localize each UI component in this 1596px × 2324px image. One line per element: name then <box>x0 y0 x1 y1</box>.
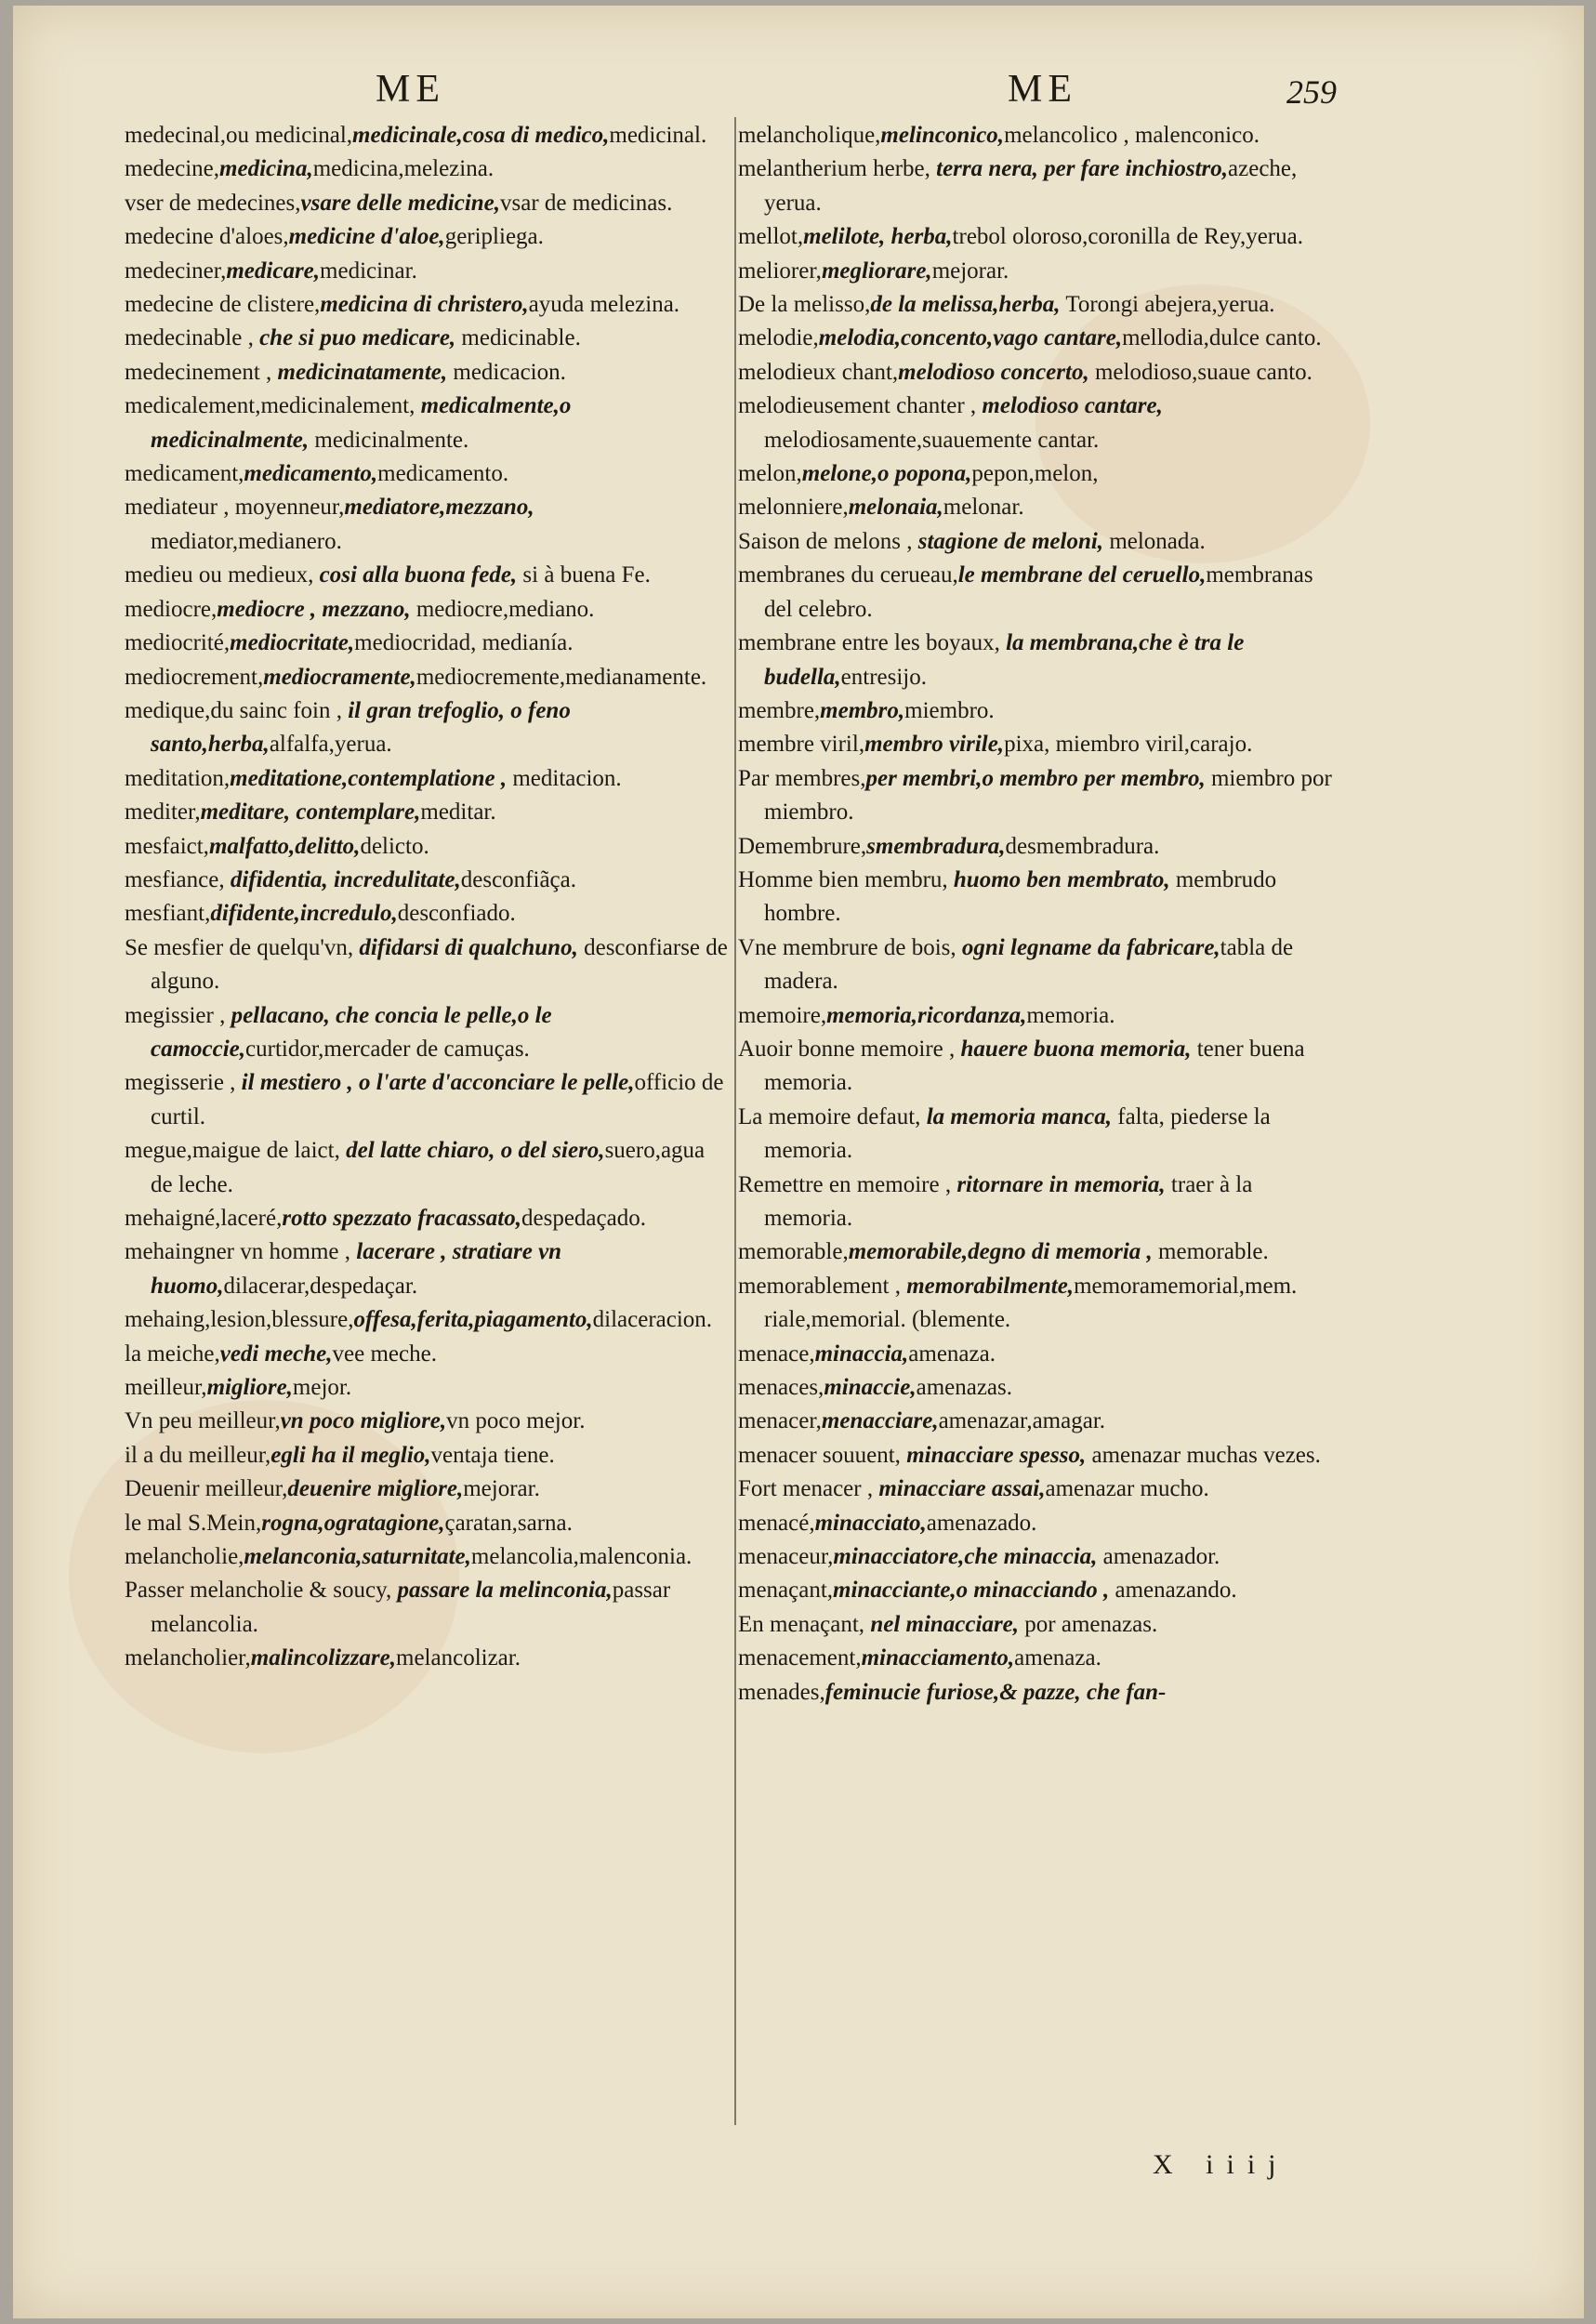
column-divider <box>734 117 736 2125</box>
dictionary-entry <box>125 1642 729 1675</box>
italian-gloss: terra nera, per fare inchiostro, <box>936 156 1229 182</box>
spanish-gloss: melodioso,suaue canto. <box>1088 359 1312 385</box>
french-headword: mehaing,lesion,blessure, <box>125 1307 354 1333</box>
spanish-gloss: mejorar. <box>463 1476 540 1502</box>
italian-gloss: mediocre , mezzano, <box>217 596 411 622</box>
dictionary-entry <box>738 762 1342 830</box>
dictionary-entry <box>738 1371 1342 1405</box>
italian-gloss: megliorare, <box>821 257 932 284</box>
spanish-gloss: desconfiarse de alguno. <box>151 934 728 995</box>
italian-gloss: melodioso cantare, <box>982 393 1163 419</box>
french-headword: le mal S.Mein, <box>125 1510 262 1536</box>
spanish-gloss: desconfiado. <box>397 901 516 927</box>
french-headword: melodieux chant, <box>738 359 899 385</box>
italian-gloss: il gran trefoglio, o feno santo,herba, <box>151 697 571 758</box>
italian-gloss: offesa,ferita,piagamento, <box>353 1307 593 1333</box>
italian-gloss: minacciamento, <box>861 1645 1015 1671</box>
french-headword: melancholier, <box>125 1645 251 1671</box>
spanish-gloss: amenazar mucho. <box>1045 1476 1209 1502</box>
french-headword: En menaçant, <box>738 1611 871 1637</box>
spanish-gloss: desmembradura. <box>1005 833 1160 859</box>
dictionary-entry <box>738 559 1342 627</box>
french-headword: medique,du sainc foin , <box>125 697 349 723</box>
spanish-gloss: trebol oloroso,coronilla de Rey,yerua. <box>952 224 1303 250</box>
italian-gloss: medicamento, <box>244 461 378 487</box>
italian-gloss: mediocramente, <box>263 664 416 690</box>
italian-gloss: ritornare in memoria, <box>956 1171 1166 1197</box>
dictionary-entry <box>738 1472 1342 1506</box>
dictionary-entry <box>125 1405 729 1438</box>
dictionary-entry <box>125 1540 729 1574</box>
dictionary-entry <box>125 796 729 829</box>
italian-gloss: minaccia, <box>814 1340 909 1367</box>
french-headword: De la melisso, <box>738 292 871 318</box>
spanish-gloss: desconfiãça. <box>460 866 576 892</box>
spanish-gloss: tener buena memoria. <box>764 1036 1305 1096</box>
italian-gloss: cosi alla buona fede, <box>319 562 518 588</box>
spanish-gloss: amenaza. <box>1014 1645 1101 1671</box>
dictionary-entry <box>738 1676 1342 1710</box>
spanish-gloss: mejor. <box>292 1375 352 1401</box>
italian-gloss: vn poco migliore, <box>280 1408 447 1434</box>
french-headword: Homme bien membru, <box>738 866 954 892</box>
italian-gloss: minacciare spesso, <box>906 1442 1087 1468</box>
french-headword: medicament, <box>125 461 244 487</box>
spanish-gloss: memoramemorial,mem. riale,memorial. (blemente. <box>764 1273 1298 1333</box>
dictionary-entry <box>125 1202 729 1235</box>
spanish-gloss: entresijo. <box>840 664 927 690</box>
spanish-gloss: mediator,medianero. <box>151 528 342 554</box>
dictionary-entry <box>125 187 729 220</box>
spanish-gloss: çaratan,sarna. <box>444 1510 573 1536</box>
spanish-gloss: meditar. <box>420 799 496 825</box>
dictionary-entry <box>738 525 1342 559</box>
right-column <box>738 119 1342 1710</box>
french-headword: la meiche, <box>125 1340 220 1367</box>
italian-gloss: lacerare , stratiare vn huomo, <box>151 1239 562 1299</box>
running-head-left: ME <box>376 68 445 111</box>
french-headword: memorablement , <box>738 1273 907 1299</box>
italian-gloss: per membri,o membro per membro, <box>865 765 1206 791</box>
italian-gloss: smembradura, <box>866 833 1006 859</box>
italian-gloss: migliore, <box>206 1375 293 1401</box>
dictionary-entry <box>125 1574 729 1642</box>
french-headword: melonniere, <box>738 495 849 521</box>
italian-gloss: feminucie furiose,& pazze, che fan- <box>824 1679 1167 1705</box>
italian-gloss: malincolizzare, <box>250 1645 397 1671</box>
italian-gloss: minacciare assai, <box>878 1476 1046 1502</box>
italian-gloss: medicina, <box>219 156 313 182</box>
dictionary-entry <box>738 457 1342 491</box>
italian-gloss: la membrana,che è tra le budella, <box>764 630 1245 690</box>
italian-gloss: melinconico, <box>880 123 1005 148</box>
dictionary-entry <box>738 830 1342 864</box>
dictionary-entry <box>125 1134 729 1202</box>
french-headword: mesfiant, <box>125 901 211 927</box>
french-headword: Deuenir meilleur, <box>125 1476 288 1502</box>
french-headword: Vn peu meilleur, <box>125 1408 281 1434</box>
dictionary-entry <box>738 152 1342 220</box>
french-headword: mehaigné,laceré, <box>125 1206 283 1231</box>
spanish-gloss: azeche, yerua. <box>764 156 1298 216</box>
italian-gloss: melonaia, <box>848 495 943 521</box>
spanish-gloss: tabla de madera. <box>764 934 1294 995</box>
dictionary-entry <box>738 1033 1342 1101</box>
italian-gloss: medicine d'aloe, <box>288 224 445 250</box>
french-headword: megissier , <box>125 1002 231 1028</box>
dictionary-entry <box>125 152 729 186</box>
italian-gloss: meditare, contemplare, <box>200 799 421 825</box>
left-column <box>125 119 729 1676</box>
spanish-gloss: mellodia,dulce canto. <box>1122 325 1322 351</box>
dictionary-entry <box>738 1270 1342 1338</box>
spanish-gloss: medicamento. <box>377 461 509 487</box>
dictionary-entry <box>125 1507 729 1540</box>
spanish-gloss: amenazador. <box>1097 1544 1220 1570</box>
spanish-gloss: mediocre,mediano. <box>410 596 595 622</box>
dictionary-entry <box>125 559 729 592</box>
french-headword: menaces, <box>738 1375 824 1401</box>
dictionary-entry <box>738 1439 1342 1472</box>
dictionary-entry <box>738 1338 1342 1371</box>
italian-gloss: rogna,ogratagione, <box>261 1510 445 1536</box>
italian-gloss: rotto spezzato fracassato, <box>282 1206 521 1231</box>
spanish-gloss: membranas del celebro. <box>764 562 1313 622</box>
dictionary-entry <box>738 356 1342 390</box>
dictionary-entry <box>738 1540 1342 1574</box>
french-headword: mehaingner vn homme , <box>125 1239 357 1265</box>
french-headword: menacer, <box>738 1408 822 1434</box>
french-headword: melantherium herbe, <box>738 156 937 182</box>
french-headword: mediocrité, <box>125 630 231 656</box>
dictionary-entry <box>738 119 1342 152</box>
spanish-gloss: medicacion. <box>447 359 566 385</box>
french-headword: Saison de melons , <box>738 528 918 554</box>
dictionary-entry <box>738 1405 1342 1438</box>
italian-gloss: del latte chiaro, o del siero, <box>346 1138 605 1164</box>
dictionary-entry <box>125 322 729 355</box>
italian-gloss: hauere buona memoria, <box>960 1036 1192 1062</box>
dictionary-entry <box>738 1101 1342 1169</box>
dictionary-entry <box>738 322 1342 355</box>
dictionary-entry <box>125 1472 729 1506</box>
dictionary-entry <box>738 999 1342 1033</box>
spanish-gloss: amenazas. <box>916 1375 1012 1401</box>
dictionary-entry <box>125 999 729 1067</box>
italian-gloss: stagione de meloni, <box>917 528 1104 554</box>
dictionary-entry <box>125 1439 729 1472</box>
french-headword: membre, <box>738 697 821 723</box>
italian-gloss: melodia,concento,vago cantare, <box>818 325 1123 351</box>
french-headword: medecine, <box>125 156 220 182</box>
dictionary-entry <box>125 694 729 762</box>
dictionary-entry <box>738 220 1342 254</box>
french-headword: medecinement , <box>125 359 278 385</box>
dictionary-entry <box>738 390 1342 457</box>
italian-gloss: ogni legname da fabricare, <box>961 934 1220 960</box>
spanish-gloss: pepon,melon, <box>971 461 1099 487</box>
book-page <box>13 6 1584 2318</box>
spanish-gloss: melancolizar. <box>396 1645 521 1671</box>
dictionary-entry <box>738 864 1342 931</box>
spanish-gloss: mediocremente,medianamente. <box>415 664 707 690</box>
italian-gloss: medicina di christero, <box>320 292 529 318</box>
french-headword: medieu ou medieux, <box>125 562 320 588</box>
spanish-gloss: falta, piederse la memoria. <box>764 1103 1271 1164</box>
italian-gloss: memoria,ricordanza, <box>826 1002 1027 1028</box>
spanish-gloss: medicinar. <box>320 257 417 284</box>
spanish-gloss: melonar. <box>943 495 1024 521</box>
italian-gloss: menacciare, <box>821 1408 939 1434</box>
spanish-gloss: despedaçado. <box>521 1206 646 1231</box>
spanish-gloss: mediocridad, medianía. <box>354 630 574 656</box>
spanish-gloss: pixa, miembro viril,carajo. <box>1004 732 1253 758</box>
spanish-gloss: medicina,melezina. <box>312 156 495 182</box>
french-headword: Par membres, <box>738 765 866 791</box>
spanish-gloss: delicto. <box>360 833 429 859</box>
spanish-gloss: mejorar. <box>931 257 1009 284</box>
italian-gloss: medicinale,cosa di medico, <box>352 123 610 148</box>
spanish-gloss: meditacion. <box>507 765 622 791</box>
spanish-gloss: miembro. <box>904 697 995 723</box>
dictionary-entry <box>125 762 729 796</box>
spanish-gloss: melancolia,malenconia. <box>470 1544 692 1570</box>
french-headword: medecinal,ou medicinal, <box>125 123 353 148</box>
spanish-gloss: medicinable. <box>455 325 581 351</box>
italian-gloss: mediocritate, <box>230 630 355 656</box>
french-headword: medicalement,medicinalement, <box>125 393 421 419</box>
french-headword: melodieusement chanter , <box>738 393 983 419</box>
italian-gloss: passare la melinconia, <box>397 1578 613 1604</box>
dictionary-entry <box>738 491 1342 524</box>
italian-gloss: il mestiero , o l'arte d'acconciare le pelle, <box>241 1070 635 1096</box>
italian-gloss: meditatione,contemplatione , <box>230 765 508 791</box>
french-headword: Remettre en memoire , <box>738 1171 957 1197</box>
french-headword: mesfaict, <box>125 833 209 859</box>
italian-gloss: minacciato, <box>814 1510 927 1536</box>
french-headword: mediateur , moyenneur, <box>125 495 345 521</box>
spanish-gloss: miembro por miembro. <box>764 765 1332 825</box>
spanish-gloss: medicinalmente. <box>309 427 469 453</box>
spanish-gloss: vee meche. <box>332 1340 437 1367</box>
french-headword: menaceur, <box>738 1544 834 1570</box>
italian-gloss: melone,o popona, <box>801 461 972 487</box>
dictionary-entry <box>738 1507 1342 1540</box>
italian-gloss: difidarsi di qualchuno, <box>359 934 578 960</box>
french-headword: mediocre, <box>125 596 218 622</box>
french-headword: La memoire defaut, <box>738 1103 927 1129</box>
italian-gloss: vsare delle medicine, <box>300 190 501 216</box>
dictionary-entry <box>125 1235 729 1303</box>
italian-gloss: medicinatamente, <box>277 359 448 385</box>
spanish-gloss: ayuda melezina. <box>528 292 680 318</box>
italian-gloss: le membrane del ceruello, <box>957 562 1207 588</box>
spanish-gloss: medicinal. <box>609 123 707 148</box>
spanish-gloss: passar melancolia. <box>151 1578 671 1637</box>
italian-gloss: egli ha il meglio, <box>270 1442 431 1468</box>
french-headword: vser de medecines, <box>125 190 301 216</box>
dictionary-entry <box>125 661 729 694</box>
italian-gloss: nel minacciare, <box>870 1611 1020 1637</box>
french-headword: memoire, <box>738 1002 827 1028</box>
dictionary-entry <box>125 830 729 864</box>
dictionary-entry <box>738 1608 1342 1642</box>
dictionary-entry <box>125 897 729 931</box>
french-headword: mellot, <box>738 224 804 250</box>
italian-gloss: huomo ben membrato, <box>953 866 1170 892</box>
italian-gloss: de la melissa,herba, <box>870 292 1061 318</box>
dictionary-entry <box>125 1066 729 1134</box>
dictionary-entry <box>125 1371 729 1405</box>
dictionary-entry <box>125 1338 729 1371</box>
french-headword: mediocrement, <box>125 664 264 690</box>
french-headword: medecine d'aloes, <box>125 224 289 250</box>
spanish-gloss: vn poco mejor. <box>446 1408 586 1434</box>
dictionary-entry <box>125 119 729 152</box>
dictionary-entry <box>125 864 729 897</box>
italian-gloss: minaccie, <box>824 1375 917 1401</box>
french-headword: Se mesfier de quelqu'vn, <box>125 934 360 960</box>
italian-gloss: vedi meche, <box>219 1340 333 1367</box>
dictionary-entry <box>125 931 729 999</box>
french-headword: meditation, <box>125 765 231 791</box>
french-headword: menacement, <box>738 1645 862 1671</box>
spanish-gloss: si à buena Fe. <box>517 562 651 588</box>
french-headword: menaçant, <box>738 1578 834 1604</box>
french-headword: melon, <box>738 461 802 487</box>
spanish-gloss: melodiosamente,suauemente cantar. <box>764 427 1100 453</box>
dictionary-entry <box>738 1574 1342 1607</box>
french-headword: Vne membrure de bois, <box>738 934 962 960</box>
french-headword: membranes du cerueau, <box>738 562 958 588</box>
signature-mark: X iiij <box>1153 2149 1289 2180</box>
dictionary-entry <box>125 220 729 254</box>
italian-gloss: melodioso concerto, <box>898 359 1089 385</box>
french-headword: membre viril, <box>738 732 865 758</box>
french-headword: menacé, <box>738 1510 815 1536</box>
dictionary-entry <box>125 255 729 288</box>
french-headword: medeciner, <box>125 257 227 284</box>
italian-gloss: medicalmente,o medicinalmente, <box>151 393 572 453</box>
spanish-gloss: traer à la memoria. <box>764 1171 1253 1231</box>
dictionary-entry <box>125 390 729 457</box>
spanish-gloss: suero,agua de leche. <box>151 1138 706 1197</box>
dictionary-entry <box>738 1642 1342 1675</box>
french-headword: mesfiance, <box>125 866 231 892</box>
dictionary-entry <box>738 1169 1342 1236</box>
french-headword: medecinable , <box>125 325 260 351</box>
page-number: 259 <box>1286 73 1337 111</box>
italian-gloss: medicare, <box>226 257 321 284</box>
french-headword: medecine de clistere, <box>125 292 321 318</box>
spanish-gloss: dilaceracion. <box>592 1307 713 1333</box>
french-headword: menace, <box>738 1340 815 1367</box>
spanish-gloss: amenazar muchas vezes. <box>1086 1442 1321 1468</box>
french-headword: megue,maigue de laict, <box>125 1138 347 1164</box>
spanish-gloss: amenazar,amagar. <box>938 1408 1106 1434</box>
italian-gloss: difidentia, incredulitate, <box>230 866 461 892</box>
italian-gloss: la memoria manca, <box>926 1103 1112 1129</box>
spanish-gloss: melancolico , malenconico. <box>1004 123 1260 148</box>
italian-gloss: memorabile,degno di memoria , <box>848 1239 1153 1265</box>
french-headword: Fort menacer , <box>738 1476 879 1502</box>
french-headword: meliorer, <box>738 257 822 284</box>
spanish-gloss: officio de curtil. <box>151 1070 724 1129</box>
dictionary-entry <box>738 627 1342 694</box>
running-head-right: ME <box>1008 68 1077 111</box>
french-headword: membrane entre les boyaux, <box>738 630 1007 656</box>
italian-gloss: deuenire migliore, <box>287 1476 464 1502</box>
italian-gloss: melilote, herba, <box>803 224 953 250</box>
italian-gloss: membro virile, <box>864 732 1005 758</box>
italian-gloss: difidente,incredulo, <box>210 901 398 927</box>
dictionary-entry <box>738 694 1342 728</box>
spanish-gloss: amenazado. <box>926 1510 1037 1536</box>
italian-gloss: pellacano, che concia le pelle,o le camoccie, <box>151 1002 552 1062</box>
french-headword: il a du meilleur, <box>125 1442 271 1468</box>
italian-gloss: malfatto,delitto, <box>208 833 361 859</box>
french-headword: Passer melancholie & soucy, <box>125 1578 398 1604</box>
spanish-gloss: Torongi abejera,yerua. <box>1060 292 1275 318</box>
italian-gloss: melanconia,saturnitate, <box>244 1544 471 1570</box>
spanish-gloss: geripliega. <box>444 224 544 250</box>
spanish-gloss: vsar de medicinas. <box>500 190 673 216</box>
spanish-gloss: memoria. <box>1026 1002 1115 1028</box>
spanish-gloss: amenaza. <box>908 1340 996 1367</box>
french-headword: menades, <box>738 1679 825 1705</box>
dictionary-entry <box>125 593 729 627</box>
italian-gloss: mediatore,mezzano, <box>344 495 534 521</box>
dictionary-entry <box>738 288 1342 322</box>
spanish-gloss: memorable. <box>1152 1239 1269 1265</box>
spanish-gloss: dilacerar,despedaçar. <box>223 1273 418 1299</box>
dictionary-entry <box>738 1235 1342 1269</box>
dictionary-entry <box>738 728 1342 761</box>
dictionary-entry <box>125 627 729 660</box>
spanish-gloss: melonada. <box>1103 528 1206 554</box>
spanish-gloss: por amenazas. <box>1019 1611 1158 1637</box>
spanish-gloss: curtidor,mercader de camuças. <box>245 1036 530 1062</box>
dictionary-entry <box>125 457 729 491</box>
dictionary-entry <box>125 491 729 559</box>
italian-gloss: che si puo medicare, <box>259 325 456 351</box>
dictionary-entry <box>125 1303 729 1337</box>
italian-gloss: memorabilmente, <box>906 1273 1075 1299</box>
dictionary-entry <box>125 288 729 322</box>
french-headword: Auoir bonne memoire , <box>738 1036 961 1062</box>
french-headword: melodie, <box>738 325 819 351</box>
italian-gloss: minacciatore,che minaccia, <box>833 1544 1098 1570</box>
french-headword: Demembrure, <box>738 833 867 859</box>
french-headword: megisserie , <box>125 1070 242 1096</box>
french-headword: menacer souuent, <box>738 1442 907 1468</box>
french-headword: melancholie, <box>125 1544 244 1570</box>
french-headword: memorable, <box>738 1239 849 1265</box>
dictionary-entry <box>125 356 729 390</box>
italian-gloss: minacciante,o minacciando , <box>833 1578 1110 1604</box>
spanish-gloss: alfalfa,yerua. <box>269 732 392 758</box>
french-headword: meilleur, <box>125 1375 207 1401</box>
spanish-gloss: membrudo hombre. <box>764 866 1277 927</box>
spanish-gloss: amenazando. <box>1109 1578 1237 1604</box>
french-headword: mediter, <box>125 799 201 825</box>
spanish-gloss: ventaja tiene. <box>430 1442 555 1468</box>
french-headword: melancholique, <box>738 123 881 148</box>
italian-gloss: membro, <box>820 697 905 723</box>
dictionary-entry <box>738 931 1342 999</box>
dictionary-entry <box>738 255 1342 288</box>
